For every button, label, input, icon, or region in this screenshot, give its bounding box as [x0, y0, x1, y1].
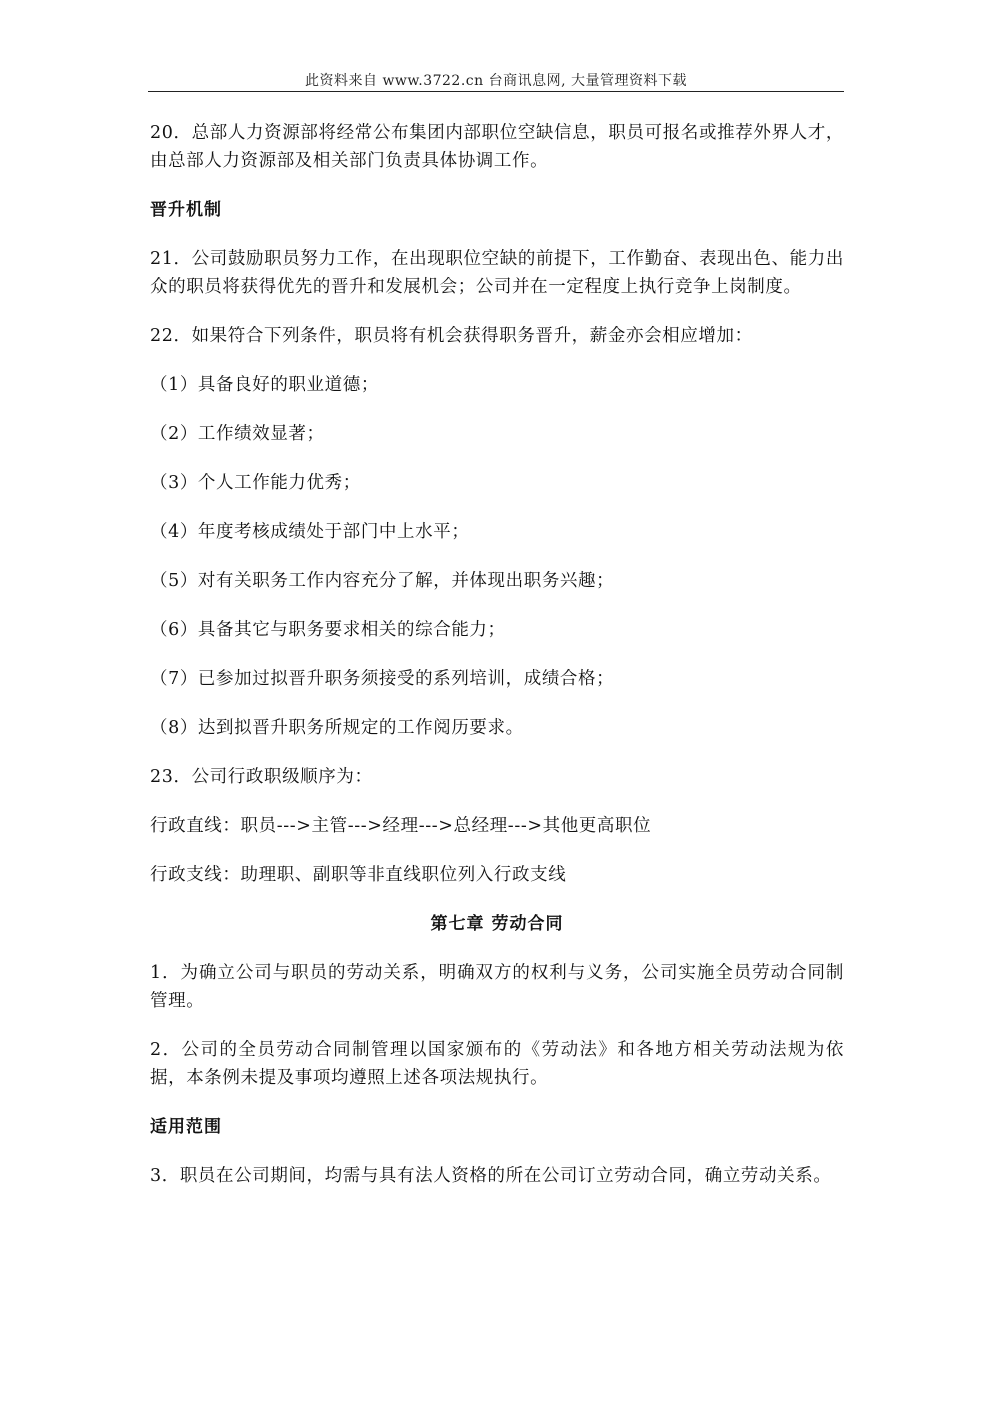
paragraph-3: 3．职员在公司期间，均需与具有法人资格的所在公司订立劳动合同，确立劳动关系。 — [150, 1166, 832, 1186]
list-item-7: （7）已参加过拟晋升职务须接受的系列培训，成绩合格； — [150, 669, 615, 689]
chapter-title: 第七章 劳动合同 — [430, 914, 564, 934]
section-heading-promotion: 晋升机制 — [150, 200, 222, 220]
list-item-2: （2）工作绩效显著； — [150, 424, 325, 444]
paragraph-2: 2．公司的全员劳动合同制管理以国家颁布的《劳动法》和各地方相关劳动法规为依据，本条例未提及事项均遵照上述各项法规执行。 — [150, 1040, 844, 1088]
header-divider — [148, 91, 844, 92]
paragraph-21: 21．公司鼓励职员努力工作，在出现职位空缺的前提下，工作勤奋、表现出色、能力出众的职员将获得优先的晋升和发展机会；公司并在一定程度上执行竞争上岗制度。 — [150, 249, 844, 297]
paragraph-1: 1．为确立公司与职员的劳动关系，明确双方的权利与义务，公司实施全员劳动合同制管理。 — [150, 963, 844, 1011]
list-item-3: （3）个人工作能力优秀； — [150, 473, 361, 493]
paragraph-20: 20．总部人力资源部将经常公布集团内部职位空缺信息，职员可报名或推荐外界人才，由总部人力资源部及相关部门负责具体协调工作。 — [150, 123, 844, 171]
document-body — [150, 119, 844, 1211]
paragraph-23: 23．公司行政职级顺序为： — [150, 767, 373, 787]
list-item-8: （8）达到拟晋升职务所规定的工作阅历要求。 — [150, 718, 524, 738]
admin-branch-sequence: 行政支线：助理职、副职等非直线职位列入行政支线 — [150, 865, 567, 885]
list-item-4: （4）年度考核成绩处于部门中上水平； — [150, 522, 470, 542]
admin-line-sequence: 行政直线：职员--->主管--->经理--->总经理--->其他更高职位 — [150, 816, 652, 836]
paragraph-22: 22．如果符合下列条件，职员将有机会获得职务晋升，薪金亦会相应增加： — [150, 326, 753, 346]
list-item-5: （5）对有关职务工作内容充分了解，并体现出职务兴趣； — [150, 571, 615, 591]
page-header: 此资料来自 www.3722.cn 台商讯息网, 大量管理资料下载 — [305, 73, 687, 89]
list-item-6: （6）具备其它与职务要求相关的综合能力； — [150, 620, 506, 640]
list-item-1: （1）具备良好的职业道德； — [150, 375, 379, 395]
section-heading-scope: 适用范围 — [150, 1117, 222, 1137]
